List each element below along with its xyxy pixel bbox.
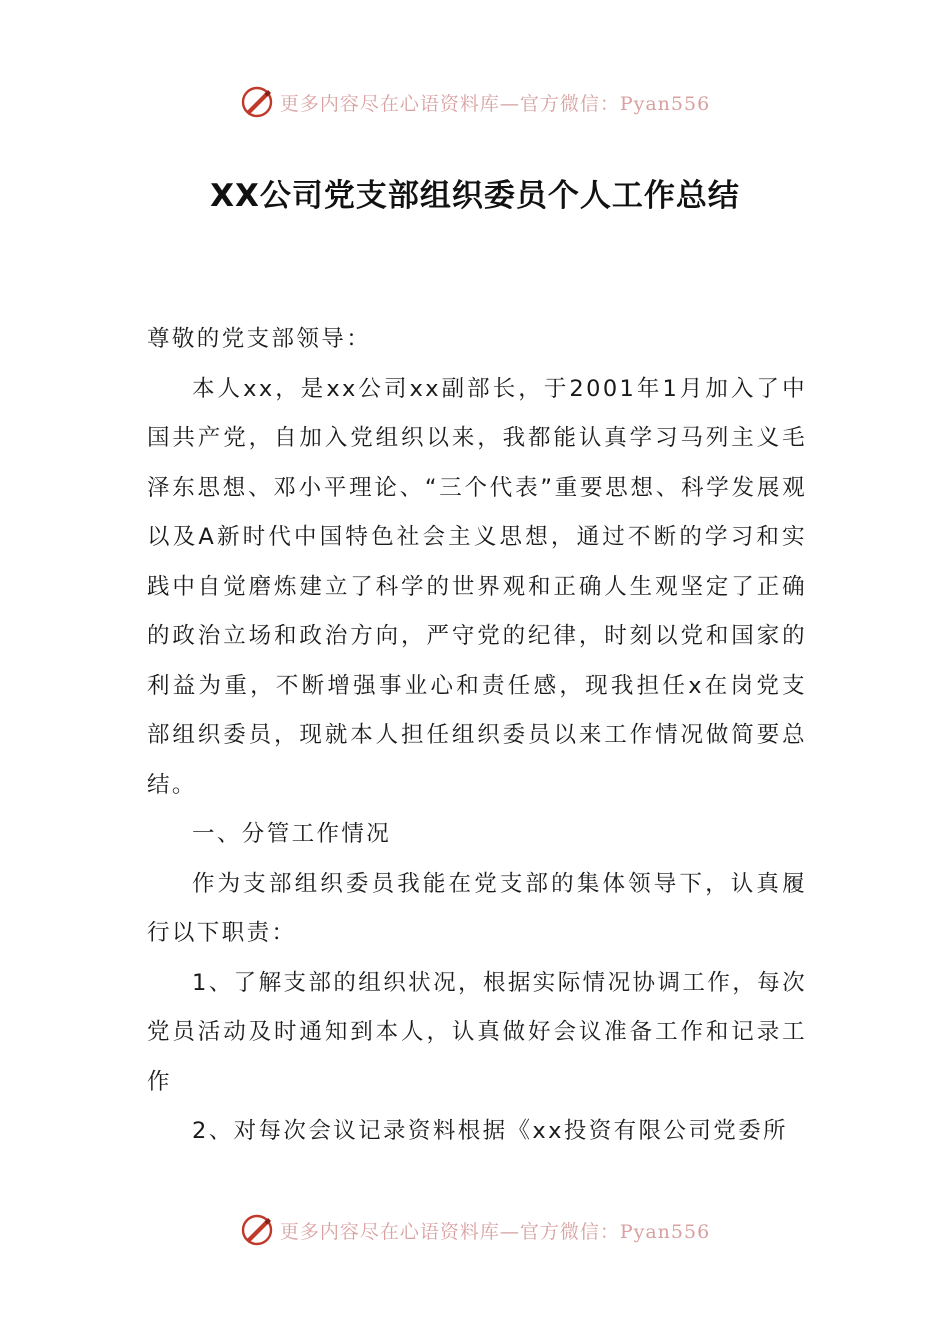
watermark-banner-bottom	[0, 1210, 950, 1250]
paragraph-duties: 作为支部组织委员我能在党支部的集体领导下，认真履行以下职责：	[147, 870, 807, 946]
pen-logo-icon	[240, 1213, 274, 1247]
section-heading: 一、分管工作情况	[192, 821, 392, 847]
document-title: XX公司党支部组织委员个人工作总结	[210, 178, 740, 214]
watermark-text: 更多内容尽在心语资料库—官方微信：Pyan556	[279, 1220, 711, 1243]
salutation: 尊敬的党支部领导：	[147, 326, 372, 352]
paragraph-intro: 本人xx，是xx公司xx副部长，于2001年1月加入了中国共产党，自加入党组织以来，我都能认真学习马列主义毛泽东思想、邓小平理论、“三个代表”重要思想、科学发展观以及A新时代中国特色社会主义思想，通过不断的学习和实践中自觉磨炼建立了科学的世界观和正确人生观坚定了正确的政治立场和政治方向，严守党的纪律，时刻以党和国家的利益为重，不断增强事业心和责任感，现我担任x在岗党支部组织委员，现就本人担任组织委员以来工作情况做简要总结。	[147, 375, 807, 798]
watermark-banner-top	[0, 82, 950, 122]
document-body	[147, 315, 807, 1157]
list-item-2: 2、对每次会议记录资料根据《xx投资有限公司党委所	[192, 1118, 788, 1144]
list-item-1: 1、了解支部的组织状况，根据实际情况协调工作，每次党员活动及时通知到本人，认真做好会议准备工作和记录工作	[147, 969, 807, 1095]
watermark-text: 更多内容尽在心语资料库—官方微信：Pyan556	[279, 92, 711, 115]
pen-logo-icon	[240, 85, 274, 119]
